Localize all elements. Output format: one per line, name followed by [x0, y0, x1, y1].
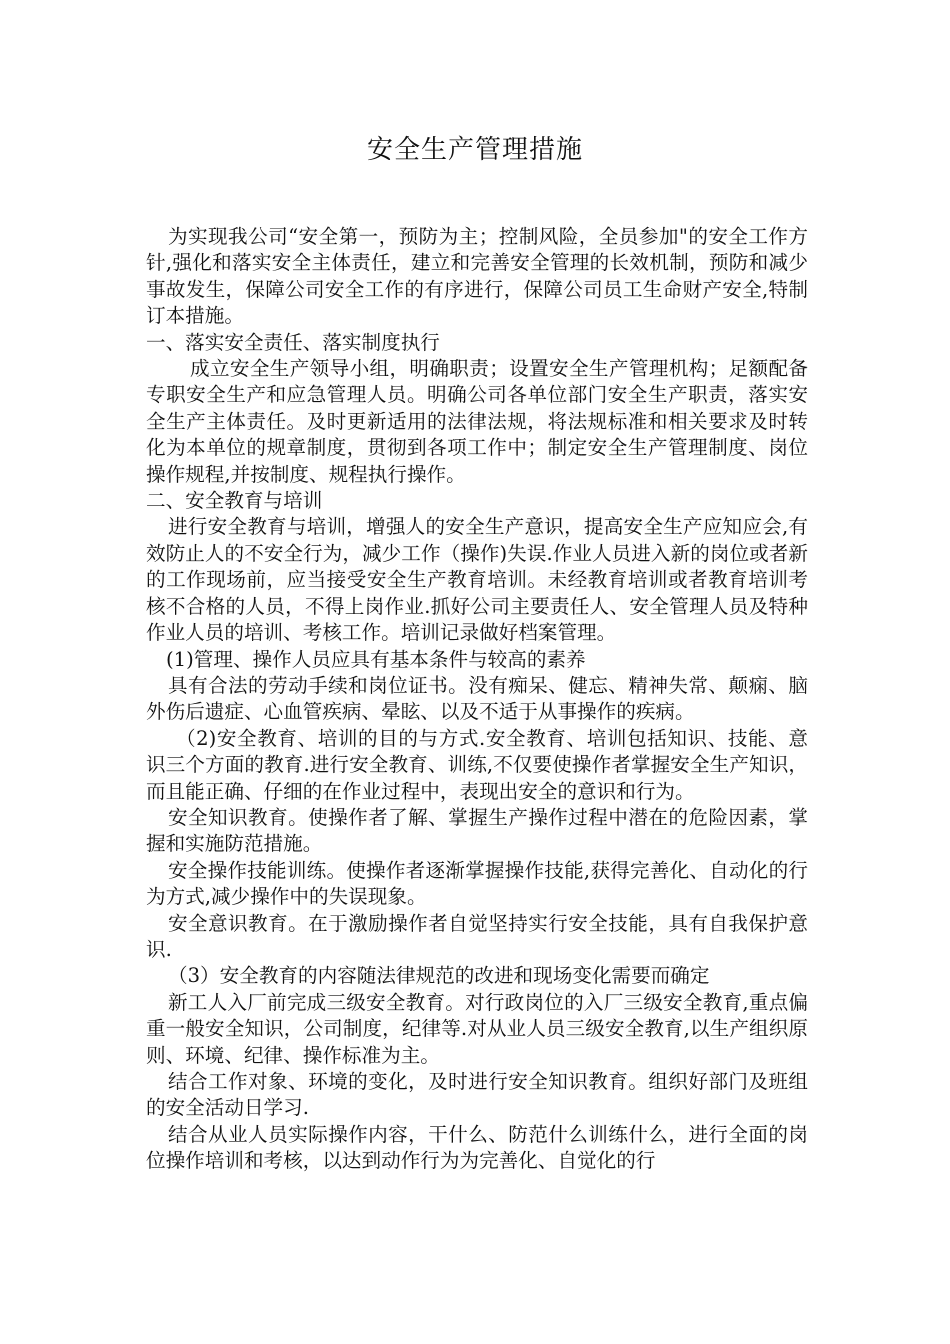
paragraph: 成立安全生产领导小组，明确职责；设置安全生产管理机构；足额配备专职安全生产和应急管理人员。明确公司各单位部门安全生产职责，落实安全生产主体责任。及时更新适用的法律法规，将法规标准和相关要求及时转化为本单位的规章制度，贯彻到各项工作中；制定安全生产管理制度、岗位操作规程,并按制度、规程执行操作。 [146, 357, 808, 486]
section-heading-2: 二、安全教育与培训 [146, 489, 323, 513]
subheading: （3）安全教育的内容随法律规范的改进和现场变化需要而确定 [168, 964, 710, 988]
paragraph: 具有合法的劳动手续和岗位证书。没有痴呆、健忘、精神失常、颠痫、脑外伤后遗症、心血管疾病、晕眩、以及不适于从事操作的疾病。 [146, 673, 808, 724]
paragraph: 结合工作对象、环境的变化，及时进行安全知识教育。组织好部门及班组的安全活动日学习. [146, 1070, 808, 1120]
paragraph: 安全操作技能训练。使操作者逐渐掌握操作技能,获得完善化、自动化的行为方式,减少操作中的失误现象。 [146, 858, 808, 909]
paragraph: 新工人入厂前完成三级安全教育。对行政岗位的入厂三级安全教育,重点偏重一般安全知识，公司制度，纪律等.对从业人员三级安全教育,以生产组织原则、环境、纪律、操作标准为主。 [146, 990, 808, 1067]
paragraph: 安全知识教育。使操作者了解、掌握生产操作过程中潜在的危险因素，掌握和实施防范措施。 [146, 805, 808, 856]
paragraph: 安全意识教育。在于激励操作者自觉坚持实行安全技能，具有自我保护意识. [146, 911, 808, 961]
intro-paragraph: 为实现我公司“安全第一，预防为主；控制风险，全员参加"的安全工作方针,强化和落实安全主体责任，建立和完善安全管理的长效机制，预防和减少事故发生，保障公司安全工作的有序进行，保障公司员工生命财产安全,特制订本措施。 [146, 225, 808, 328]
document-body [146, 224, 808, 1175]
paragraph: （2)安全教育、培训的目的与方式.安全教育、培训包括知识、技能、意识三个方面的教育.进行安全教育、训练,不仅要使操作者掌握安全生产知识，而且能正确、仔细的在作业过程中，表现出安全的意识和行为。 [146, 726, 808, 803]
paragraph: 进行安全教育与培训，增强人的安全生产意识，提高安全生产应知应会,有效防止人的不安全行为，减少工作（操作)失误.作业人员进入新的岗位或者新的工作现场前，应当接受安全生产教育培训。未经教育培训或者教育培训考核不合格的人员，不得上岗作业.抓好公司主要责任人、安全管理人员及特种作业人员的培训、考核工作。培训记录做好档案管理。 [146, 515, 808, 645]
paragraph: 结合从业人员实际操作内容，干什么、防范什么训练什么，进行全面的岗位操作培训和考核，以达到动作行为为完善化、自觉化的行 [146, 1122, 808, 1173]
page-title: 安全生产管理措施 [366, 135, 583, 165]
subheading: (1)管理、操作人员应具有基本条件与较高的素养 [166, 647, 586, 671]
section-heading-1: 一、落实安全责任、落实制度执行 [146, 330, 440, 354]
